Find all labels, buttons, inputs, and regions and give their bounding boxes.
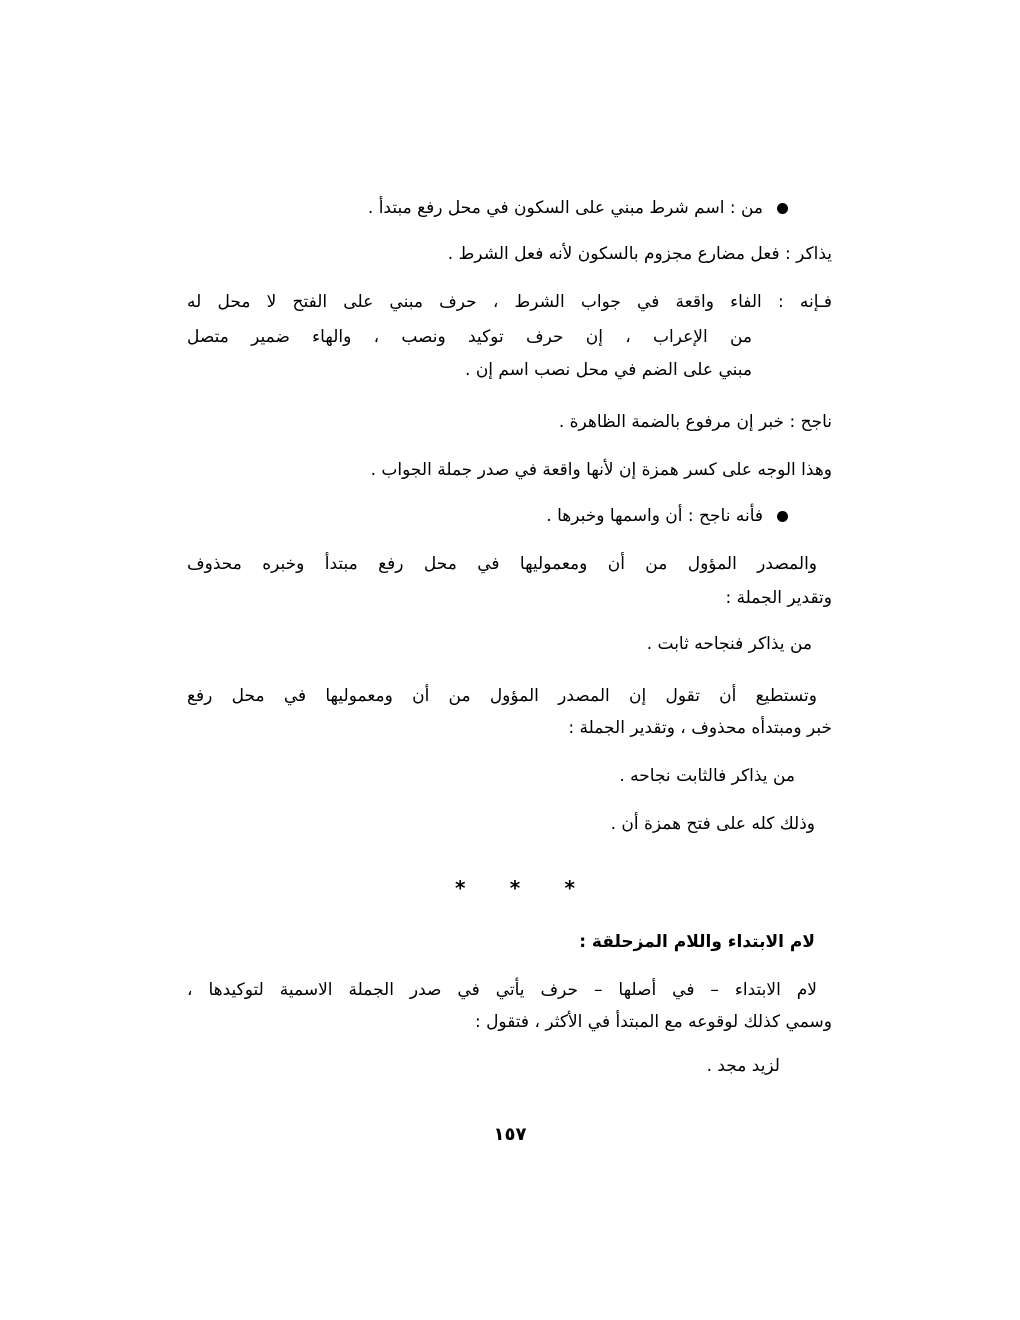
text-line: وسمي كذلك لوقوعه مع المبتدأ في الأكثر ، فتقول : bbox=[474, 1012, 832, 1032]
text-line: لام الابتداء – في أصلها – حرف يأتي في صدر الجملة الاسمية لتوكيدها ، bbox=[187, 980, 817, 1000]
line-text: من : اسم شرط مبني على السكون في محل رفع مبتدأ . bbox=[367, 198, 763, 218]
bullet-icon bbox=[777, 203, 788, 214]
section-separator bbox=[455, 876, 575, 900]
text-line: وتقدير الجملة : bbox=[725, 588, 832, 608]
bullet-icon bbox=[777, 511, 788, 522]
text-line bbox=[546, 504, 788, 528]
text-line: خبر ومبتدأه محذوف ، وتقدير الجملة : bbox=[568, 718, 832, 738]
text-line: مبني على الضم في محل نصب اسم إن . bbox=[465, 360, 752, 380]
text-line: وتستطيع أن تقول إن المصدر المؤول من أن ومعموليها في محل رفع bbox=[187, 686, 817, 706]
text-line: لزيد مجد . bbox=[706, 1056, 780, 1076]
text-line: فـإنه : الفاء واقعة في جواب الشرط ، حرف مبني على الفتح لا محل له bbox=[187, 292, 832, 312]
section-heading: لام الابتداء واللام المزحلقة : bbox=[579, 932, 815, 952]
star-icon: * bbox=[509, 876, 521, 900]
text-line: من يذاكر فالثابت نجاحه . bbox=[619, 766, 795, 786]
line-text: فأنه ناجح : أن واسمها وخبرها . bbox=[546, 506, 763, 526]
text-line: وهذا الوجه على كسر همزة إن لأنها واقعة في صدر جملة الجواب . bbox=[370, 460, 832, 480]
page-number: ١٥٧ bbox=[493, 1124, 527, 1145]
star-icon: * bbox=[455, 876, 466, 900]
text-line: ناجح : خبر إن مرفوع بالضمة الظاهرة . bbox=[558, 412, 832, 432]
star-icon: * bbox=[564, 876, 575, 900]
text-line: والمصدر المؤول من أن ومعموليها في محل رفع مبتدأ وخبره محذوف bbox=[187, 554, 817, 574]
text-line: من يذاكر فنجاحه ثابت . bbox=[646, 634, 812, 654]
text-line: وذلك كله على فتح همزة أن . bbox=[610, 814, 815, 834]
text-line bbox=[368, 196, 788, 220]
text-line: من الإعراب ، إن حرف توكيد ونصب ، والهاء ضمير متصل bbox=[187, 327, 752, 347]
text-line: يذاكر : فعل مضارع مجزوم بالسكون لأنه فعل الشرط . bbox=[447, 244, 832, 264]
